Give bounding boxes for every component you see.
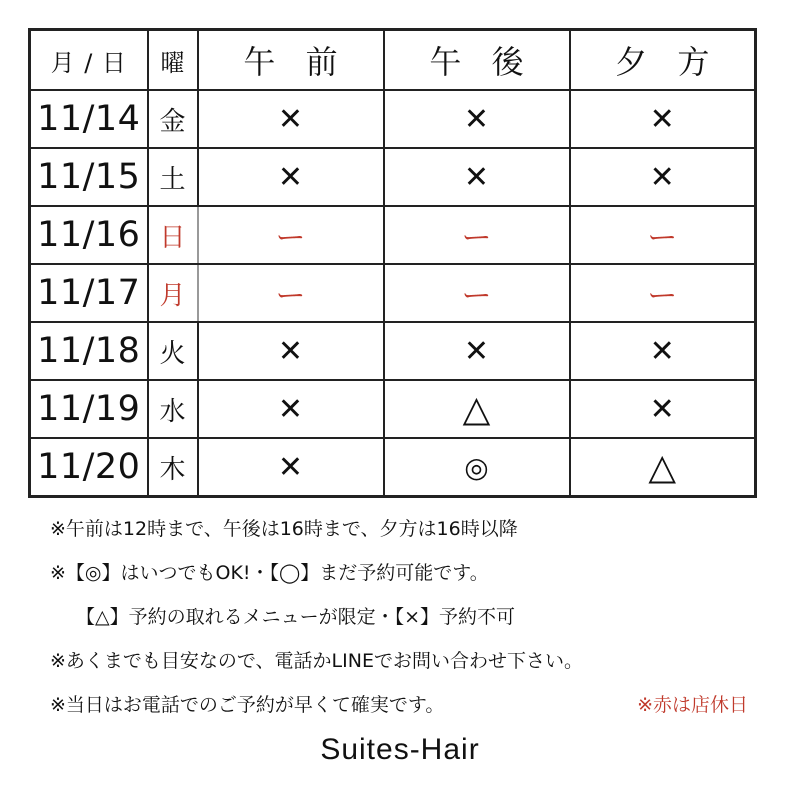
row-date: 11/15 <box>30 148 148 206</box>
row-date: 11/14 <box>30 90 148 148</box>
brand-name: Suites-Hair <box>320 733 480 766</box>
note-contact: ※あくまでも目安なので、電話かLINEでお問い合わせ下さい。 <box>50 650 583 672</box>
row-day-of-week: 火 <box>148 322 198 380</box>
schedule-row <box>30 380 756 438</box>
row-day-of-week: 木 <box>148 438 198 497</box>
row-date: 11/18 <box>30 322 148 380</box>
note-legend-available: ※【◎】はいつでもOK!・【◯】まだ予約可能です。 <box>50 562 489 584</box>
availability-morning: ✕ <box>198 322 384 380</box>
schedule-row <box>30 264 756 322</box>
note-legend-limited: 【△】予約の取れるメニューが限定・【×】予約不可 <box>76 606 516 628</box>
header-date: 月 / 日 <box>30 30 148 91</box>
schedule-row <box>30 90 756 148</box>
row-date: 11/17 <box>30 264 148 322</box>
schedule-row <box>30 206 756 264</box>
availability-afternoon: ✕ <box>384 322 570 380</box>
availability-morning: ✕ <box>198 148 384 206</box>
availability-afternoon: ー <box>384 206 570 264</box>
header-afternoon: 午 後 <box>384 30 570 91</box>
availability-afternoon: ◎ <box>384 438 570 497</box>
schedule-row <box>30 148 756 206</box>
header-morning: 午 前 <box>198 30 384 91</box>
availability-afternoon: ✕ <box>384 148 570 206</box>
availability-evening: ✕ <box>570 148 756 206</box>
row-day-of-week: 土 <box>148 148 198 206</box>
row-day-of-week: 月 <box>148 264 198 322</box>
availability-evening: ー <box>570 206 756 264</box>
schedule-row <box>30 322 756 380</box>
row-day-of-week: 日 <box>148 206 198 264</box>
note-same-day: ※当日はお電話でのご予約が早くて確実です。 <box>50 694 445 716</box>
schedule-row <box>30 438 756 497</box>
availability-evening: ✕ <box>570 322 756 380</box>
row-day-of-week: 金 <box>148 90 198 148</box>
note-time-definitions: ※午前は12時まで、午後は16時まで、夕方は16時以降 <box>50 518 518 540</box>
table-header-row <box>30 30 756 91</box>
row-date: 11/20 <box>30 438 148 497</box>
availability-evening: △ <box>570 438 756 497</box>
availability-afternoon: ー <box>384 264 570 322</box>
availability-morning: ✕ <box>198 90 384 148</box>
row-date: 11/16 <box>30 206 148 264</box>
availability-afternoon: △ <box>384 380 570 438</box>
row-day-of-week: 水 <box>148 380 198 438</box>
note-red-holiday: ※赤は店休日 <box>637 694 748 716</box>
reservation-schedule-table <box>28 28 757 498</box>
availability-morning: ✕ <box>198 438 384 497</box>
availability-evening: ✕ <box>570 90 756 148</box>
header-day-of-week: 曜 <box>148 30 198 91</box>
availability-morning: ✕ <box>198 380 384 438</box>
availability-morning: ー <box>198 264 384 322</box>
row-date: 11/19 <box>30 380 148 438</box>
header-evening: 夕 方 <box>570 30 756 91</box>
availability-afternoon: ✕ <box>384 90 570 148</box>
availability-morning: ー <box>198 206 384 264</box>
availability-evening: ✕ <box>570 380 756 438</box>
availability-evening: ー <box>570 264 756 322</box>
